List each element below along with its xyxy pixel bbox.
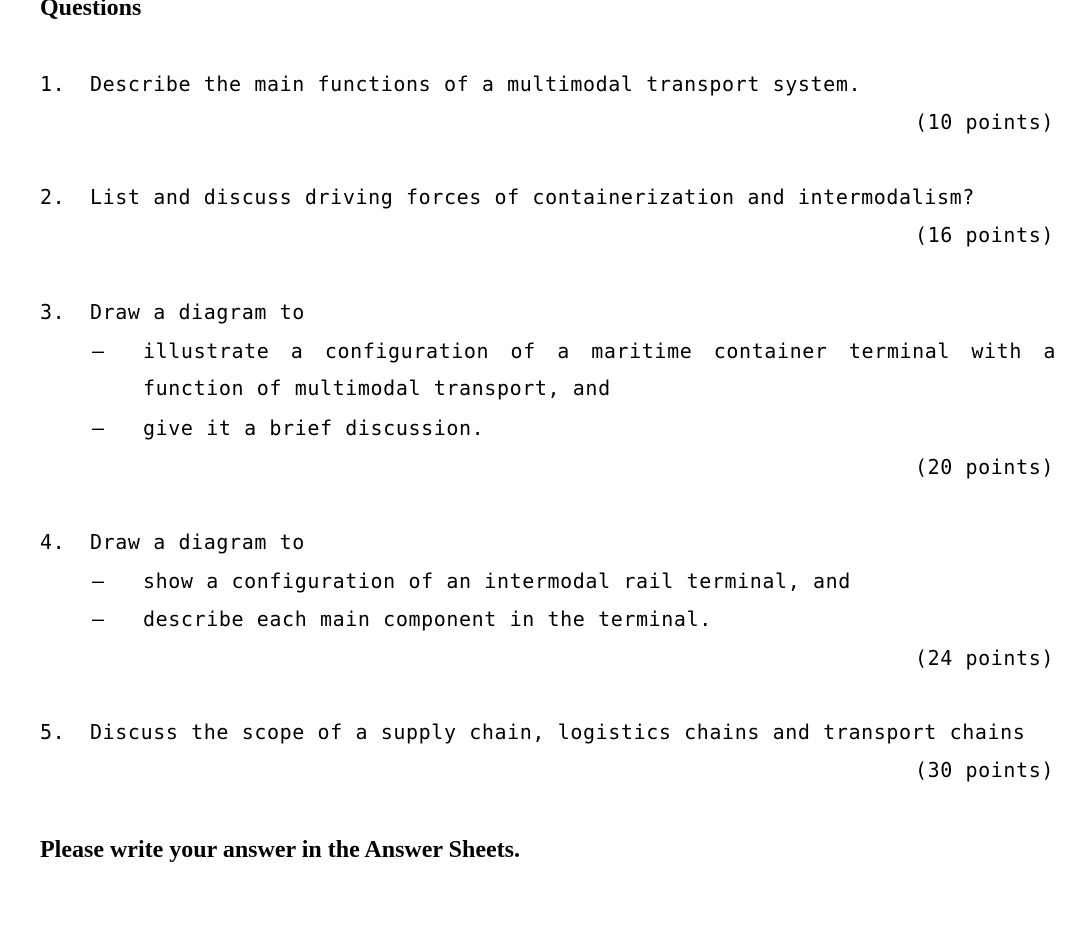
question-1-points: (10 points) [914, 110, 1054, 134]
question-4-bullet-2-text: describe each main component in the terminal. [143, 607, 712, 631]
question-3-points: (20 points) [914, 455, 1054, 479]
question-1-text: Describe the main functions of a multimodal transport system. [90, 72, 862, 96]
question-3-number: 3. [40, 300, 66, 324]
question-4-bullet-2-dash: – [92, 607, 105, 631]
question-2-text: List and discuss driving forces of containerization and intermodalism? [90, 185, 975, 209]
question-3-bullet-2-text: give it a brief discussion. [143, 416, 485, 440]
question-3-bullet-1-dash: – [92, 339, 105, 363]
answer-sheet-instruction: Please write your answer in the Answer Sheets. [40, 837, 520, 863]
question-3-bullet-1-line-1: illustrate a configuration of a maritime container terminal with a [143, 339, 1056, 363]
question-4-text: Draw a diagram to [90, 530, 305, 554]
question-4-bullet-1-text: show a configuration of an intermodal rail terminal, and [143, 569, 851, 593]
question-3-bullet-1-line-2: function of multimodal transport, and [143, 376, 611, 400]
question-5-points: (30 points) [914, 758, 1054, 782]
question-2-points: (16 points) [914, 223, 1054, 247]
question-4-points: (24 points) [914, 646, 1054, 670]
question-4-bullet-1-dash: – [92, 569, 105, 593]
question-5-number: 5. [40, 720, 66, 744]
question-5-text: Discuss the scope of a supply chain, logistics chains and transport chains [90, 720, 1026, 744]
question-2-number: 2. [40, 185, 66, 209]
page-heading: Questions [40, 0, 142, 21]
question-1-number: 1. [40, 72, 66, 96]
question-4-number: 4. [40, 530, 66, 554]
question-3-bullet-2-dash: – [92, 416, 105, 440]
question-3-text: Draw a diagram to [90, 300, 305, 324]
